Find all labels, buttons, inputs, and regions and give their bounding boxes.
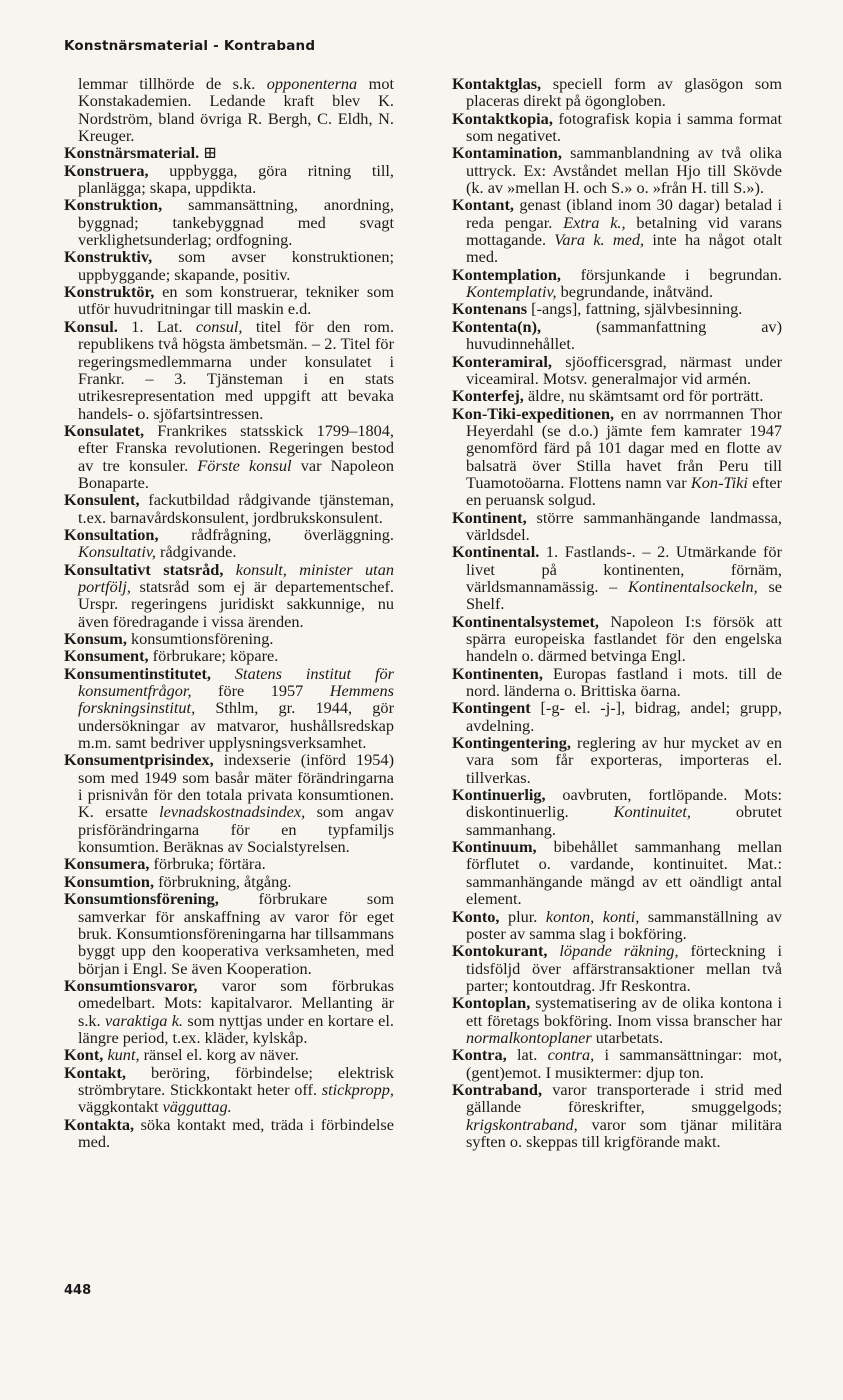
entry-text: lemmar tillhörde de s.k. — [78, 74, 267, 93]
entry-headword: Kontinuum, — [452, 837, 537, 857]
entry-text: betalning vid varans mottagande. — [466, 212, 783, 250]
entry-italic-text: Statens institut för konsumentfrågor, — [78, 663, 394, 701]
entry-text: plur. — [499, 906, 546, 926]
entry-italic-text: normalkontoplaner — [466, 1027, 592, 1047]
entry-text: rådgivande. — [155, 542, 237, 562]
entry-text: varor transporterade i strid med gällande föreskrifter, smuggelgods; — [466, 1079, 782, 1117]
entry-text: [-angs], fattning, självbesinning. — [527, 299, 743, 319]
entry-headword: Kontinent, — [452, 507, 527, 527]
entry-italic-text: contra, — [547, 1045, 595, 1065]
entry-text: utarbetats. — [591, 1027, 664, 1047]
entry-text: titel för den rom. republikens två högsta ämbetsmän. – 2. Titel för regeringsmedlemmarna under konsulatet i Frankr. – 3. Tjänsteman i en stats utrikesrepresentation med uppgift att bevaka handels- o. sjöfartsintressen. — [78, 316, 395, 423]
entry-text: se Shelf. — [466, 576, 783, 614]
left-column — [64, 75, 394, 1150]
entry-headword: Kontaktglas, — [452, 74, 542, 93]
entry-headword: Konsulatet, — [64, 420, 145, 440]
dictionary-entry — [64, 491, 394, 526]
entry-headword: Kontinental. — [452, 542, 540, 562]
entry-italic-text: opponenterna — [266, 74, 358, 93]
entry-text: äldre, nu skämtsamt ord för porträtt. — [523, 386, 764, 406]
dictionary-entry — [452, 543, 782, 612]
dictionary-entry — [64, 162, 394, 197]
entry-text: Sthlm, gr. 1944, gör undersökningar av matvaror, hushållsredskap m.m. samt bedriver upplysningsverksamhet. — [78, 698, 394, 753]
entry-headword: Konsulent, — [64, 490, 140, 510]
dictionary-entry — [64, 422, 394, 491]
dictionary-entry — [64, 855, 394, 872]
dictionary-entry — [452, 734, 782, 786]
dictionary-entry — [64, 248, 394, 283]
entry-italic-text: konsult, minister utan portfölj, — [78, 559, 394, 596]
entry-text: obrutet sammanhang. — [466, 802, 782, 839]
running-header: Konstnärsmaterial - Kontraband — [64, 38, 316, 54]
entry-italic-text: Kon-Tiki — [690, 472, 748, 492]
entry-text: sammanblandning av två olika uttryck. Ex: Avståndet mellan Hjo till Skövde (k. av »mellan H. och S.» o. »från H. till S.»). — [466, 143, 782, 198]
dictionary-entry — [452, 509, 782, 544]
entry-text: Europas fastland i mots. till de nord. länderna o. Brittiska öarna. — [466, 663, 782, 701]
entry-text: uppbygga, göra ritning till, planlägga; skapa, uppdikta. — [78, 160, 394, 198]
entry-headword: Konsumentinstitutet, — [64, 663, 211, 683]
entry-headword: Kontra, — [452, 1045, 507, 1065]
entry-headword: Kontant, — [452, 195, 514, 215]
entry-headword: Kontenta(n), — [452, 316, 542, 336]
entry-text: systematisering av de olika kontona i ett företags bokföring. Inom vissa branscher har — [466, 993, 782, 1030]
entry-headword: Kontingentering, — [452, 733, 571, 753]
entry-italic-text: Konsultativ, — [78, 542, 156, 562]
entry-headword: Konsul. — [64, 316, 118, 336]
entry-text: ⊞ — [199, 143, 217, 163]
entry-text: förbrukare som samverkar för anskaffning av varor för eget bruk. Konsumtionsföreningarna har tillsammans byggt upp den kooperativa verksamheten, med början i Engl. Se även Kooperation. — [78, 889, 394, 978]
dictionary-entry — [64, 873, 394, 890]
entry-italic-text: Kontinentalsockeln, — [627, 576, 758, 596]
entry-headword: Konstruera, — [64, 160, 149, 180]
dictionary-entry — [64, 318, 394, 422]
dictionary-entry — [64, 1116, 394, 1151]
entry-italic-text: stickpropp, — [321, 1079, 394, 1099]
entry-text: Napoleon I:s försök att spärra europeiska fastlandet för den engelska handeln o. därmed betvinga Engl. — [466, 611, 782, 666]
entry-headword: Kontingent — [452, 698, 531, 718]
entry-text: som avser konstruktionen; uppbyggande; skapande, positiv. — [78, 247, 394, 284]
entry-headword: Kontaktkopia, — [452, 108, 553, 128]
entry-headword: Kont, — [64, 1045, 104, 1065]
dictionary-entry — [452, 318, 782, 353]
entry-headword: Konsumera, — [64, 854, 150, 874]
entry-text: Frankrikes statsskick 1799–1804, efter Franska revolutionen. Regeringen bestod av tre konsuler. — [78, 420, 394, 475]
entry-text: beröring, förbindelse; elektrisk strömbrytare. Stickkontakt heter off. — [78, 1062, 394, 1099]
entry-headword: Kontakta, — [64, 1114, 135, 1134]
entry-italic-text: Extra k., — [563, 212, 626, 232]
entry-text: förbrukare; köpare. — [148, 646, 279, 666]
entry-headword: Konsum, — [64, 629, 127, 648]
entry-text: var Napoleon Bonaparte. — [78, 455, 394, 492]
dictionary-entry — [452, 613, 782, 665]
entry-text: försjunkande i begrundan. — [561, 264, 782, 284]
right-column — [452, 75, 782, 1150]
entry-text: sammanställning av poster av samma slag i bokföring. — [466, 906, 782, 943]
entry-italic-text: consul, — [195, 316, 243, 336]
dictionary-entry — [64, 526, 394, 561]
dictionary-entry — [452, 908, 782, 943]
entry-italic-text: varaktiga k. — [104, 1010, 184, 1030]
entry-text: rådfrågning, överläggning. — [158, 524, 394, 544]
entry-italic-text: krigskontraband, — [466, 1114, 578, 1134]
entry-text: bibehållet sammanhang mellan förflutet o. vardande, kontinuitet. Mat.: sammanhängande mängd av ett oändligt antal element. — [466, 837, 782, 909]
dictionary-entry — [64, 977, 394, 1046]
entry-headword: Konstruktör, — [64, 282, 155, 302]
entry-text: förbruka; förtära. — [149, 854, 266, 874]
entry-italic-text: levnadskostnadsindex, — [159, 802, 306, 822]
entry-headword: Kontemplation, — [452, 264, 562, 284]
entry-headword: Konteramiral, — [452, 351, 552, 371]
entry-headword: Kontakt, — [64, 1062, 126, 1082]
entry-text: sjöofficersgrad, närmast under viceamiral. Motsv. generalmajor vid armén. — [466, 351, 782, 388]
dictionary-entry — [452, 300, 782, 317]
entry-italic-text: Kontinuitet, — [613, 802, 691, 822]
entry-headword: Konsumtion, — [64, 871, 155, 891]
entry-headword: Konterfej, — [452, 386, 524, 406]
dictionary-entry — [452, 838, 782, 907]
entry-headword: Kon-Tiki-expeditionen, — [452, 403, 615, 423]
dictionary-entry — [64, 665, 394, 752]
dictionary-entry — [452, 1081, 782, 1150]
entry-text: speciell form av glasögon som placeras direkt på ögongloben. — [466, 74, 782, 111]
entry-text: indexserie (införd 1954) som med 1949 som basår mäter förändringarna i prisnivån för den totala privata konsumtionen. K. ersatte — [78, 750, 394, 822]
entry-text — [223, 560, 235, 579]
entry-text: söka kontakt med, träda i förbindelse med. — [78, 1114, 394, 1151]
dictionary-entry — [452, 786, 782, 838]
entry-text — [211, 664, 235, 683]
entry-headword: Kontenans — [452, 299, 528, 319]
dictionary-entry — [64, 196, 394, 248]
entry-text: väggkontakt — [78, 1097, 163, 1117]
entry-headword: Konsumentprisindex, — [64, 750, 214, 770]
dictionary-entry — [64, 751, 394, 855]
dictionary-entry — [452, 75, 782, 110]
entry-text: [-g- el. -j-], bidrag, andel; grupp, avdelning. — [466, 698, 782, 735]
entry-headword: Konsultation, — [64, 524, 159, 544]
entry-text: som angav prisförändringarna för en typfamiljs konsumtion. Beräknas av Socialstyrelsen. — [78, 802, 394, 857]
page-number: 448 — [64, 1283, 92, 1298]
entry-headword: Konstnärsmaterial. — [64, 143, 200, 163]
dictionary-entry — [64, 75, 394, 144]
entry-headword: Konsultativt statsråd, — [64, 559, 224, 579]
dictionary-entry — [452, 665, 782, 700]
entry-headword: Konsumtionsförening, — [64, 889, 219, 909]
entry-text: 1. Lat. — [117, 316, 196, 336]
dictionary-entry — [64, 283, 394, 318]
entry-text: varor som tjänar militära syften o. skeppas till krigförande makt. — [466, 1114, 782, 1151]
entry-italic-text: konton, konti, — [545, 906, 640, 926]
dictionary-entry — [452, 196, 782, 265]
entry-text: fackutbildad rådgivande tjänsteman, t.ex. barnavårdskonsulent, jordbrukskonsulent. — [78, 490, 394, 527]
entry-headword: Konstruktiv, — [64, 247, 153, 267]
entry-italic-text: Kontemplativ, — [466, 282, 557, 302]
entry-italic-text: Vara k. med, — [554, 230, 645, 250]
entry-headword: Konto, — [452, 906, 500, 926]
entry-text: större sammanhängande landmassa, världsdel. — [466, 507, 782, 544]
entry-headword: Kontoplan, — [452, 993, 531, 1013]
dictionary-entry — [452, 110, 782, 145]
entry-text: (sammanfattning av) huvudinnehållet. — [466, 316, 782, 354]
entry-text: som nyttjas under en kortare el. längre period, t.ex. kläder, kylskåp. — [78, 1010, 394, 1047]
dictionary-entry — [452, 266, 782, 301]
dictionary-entry — [452, 1046, 782, 1081]
entry-text: mot Konstakademien. Ledande kraft blev K. Nordström, bland övriga R. Bergh, C. Eldh, N. Kreuger. — [78, 74, 395, 146]
entry-italic-text: löpande räkning, — [559, 941, 679, 961]
dictionary-entry — [64, 630, 394, 647]
entry-text — [547, 941, 559, 960]
dictionary-entry — [452, 994, 782, 1046]
entry-text: lat. — [506, 1045, 548, 1065]
dictionary-entry — [64, 647, 394, 664]
entry-text: sammansättning, anordning, byggnad; tankebyggnad med svagt verklighetsunderlag; ordfogning. — [78, 195, 394, 250]
entry-text: före 1957 — [191, 681, 330, 701]
dictionary-entry — [452, 405, 782, 509]
entry-italic-text: kunt, — [107, 1045, 140, 1065]
entry-italic-text: Förste konsul — [197, 455, 292, 475]
entry-text: genast (ibland inom 30 dagar) betalad i reda pengar. — [466, 195, 782, 232]
entry-italic-text: vägguttag. — [162, 1097, 232, 1117]
dictionary-entry — [452, 942, 782, 994]
entry-headword: Kontinenten, — [452, 663, 543, 683]
entry-text: statsråd som ej är departementschef. Urspr. regeringens juridiskt sakkunnige, nu även föredragande i vissa ärenden. — [78, 576, 394, 631]
entry-headword: Kontinentalsystemet, — [452, 611, 599, 631]
entry-text: en som konstruerar, tekniker som utför huvudritningar till maskin e.d. — [78, 282, 394, 319]
entry-text: i sammansättningar: mot, (gent)emot. I musiktermer: djup ton. — [466, 1045, 782, 1082]
entry-text: en av norrmannen Thor Heyerdahl (se d.o.) jämte fem kamrater 1947 genomförd färd på 101 dagar med en flotte av balsaträ över Stilla havet från Peru till Tuamotoöarna. Flottens namn var — [466, 403, 782, 492]
dictionary-entry — [64, 144, 394, 161]
entry-text: förbrukning, åtgång. — [154, 871, 292, 891]
entry-headword: Kontokurant, — [452, 941, 548, 961]
entry-text: ränsel el. korg av näver. — [139, 1045, 299, 1065]
entry-text: 1. Fastlands-. – 2. Utmärkande för livet på kontinenten, förnäm, världsmannamässig. – — [466, 542, 782, 596]
dictionary-entry — [64, 561, 394, 630]
entry-italic-text: Hemmens forskningsinstitut, — [78, 681, 394, 718]
entry-text: förteckning i tidsföljd över affärstransaktioner mellan två parter; kontoutdrag. Jfr Reskontra. — [466, 941, 782, 995]
dictionary-entry — [64, 1064, 394, 1116]
entry-text: varor som förbrukas omedelbart. Mots: kapitalvaror. Mellanting är s.k. — [78, 975, 394, 1030]
entry-text: efter en peruansk solgud. — [466, 472, 783, 510]
entry-headword: Kontinuerlig, — [452, 785, 546, 805]
entry-headword: Konsumtionsvaror, — [64, 975, 198, 995]
entry-text: oavbruten, fortlöpande. Mots: diskontinuerlig. — [466, 785, 782, 822]
entry-text: fotografisk kopia i samma format som negativet. — [466, 108, 782, 146]
dictionary-entry — [452, 699, 782, 734]
dictionary-entry — [452, 387, 782, 404]
dictionary-entry — [452, 144, 782, 196]
dictionary-entry — [64, 890, 394, 977]
entry-headword: Kontraband, — [452, 1079, 543, 1099]
entry-text: begrundande, inåtvänd. — [556, 282, 714, 302]
entry-headword: Konstruktion, — [64, 195, 163, 215]
entry-headword: Konsument, — [64, 646, 149, 666]
entry-text: konsumtionsförening. — [126, 629, 274, 648]
entry-text: reglering av hur mycket av en vara som får exporteras, importeras el. tillverkas. — [466, 733, 782, 787]
dictionary-entry — [64, 1046, 394, 1063]
dictionary-entry — [452, 353, 782, 388]
entry-text: inte ha något otalt med. — [466, 230, 783, 267]
entry-headword: Kontamination, — [452, 143, 562, 163]
